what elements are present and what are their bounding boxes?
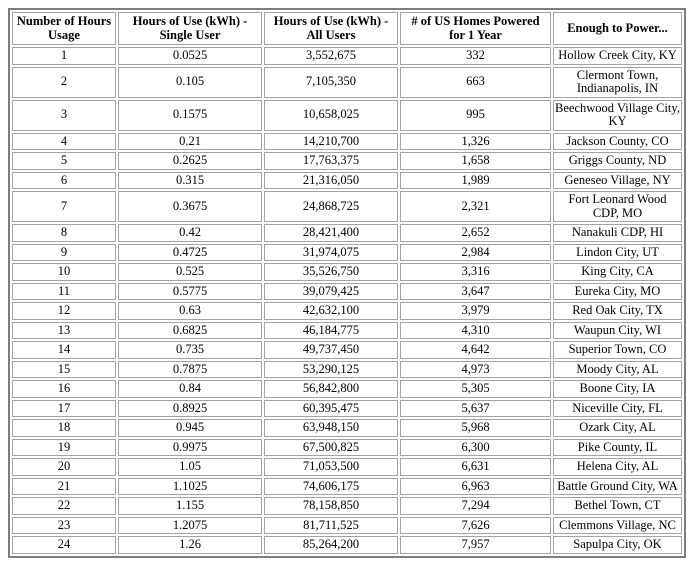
table-cell: 0.42 <box>118 224 262 242</box>
col-header-enough-to-power: Enough to Power... <box>553 12 682 45</box>
table-cell: Jackson County, CO <box>553 133 682 151</box>
energy-usage-table <box>8 8 686 558</box>
table-row <box>12 341 682 359</box>
table-header <box>12 12 682 45</box>
table-cell: 0.21 <box>118 133 262 151</box>
table-cell: 10,658,025 <box>264 100 398 131</box>
table-cell: 0.315 <box>118 172 262 190</box>
table-cell: 23 <box>12 517 116 535</box>
table-cell: 56,842,800 <box>264 380 398 398</box>
table-cell: 5 <box>12 152 116 170</box>
table-cell: 1,989 <box>400 172 551 190</box>
table-cell: 24 <box>12 536 116 554</box>
table-cell: 0.63 <box>118 302 262 320</box>
table-cell: 0.525 <box>118 263 262 281</box>
col-header-us-homes-powered: # of US Homes Powered for 1 Year <box>400 12 551 45</box>
table-cell: 0.1575 <box>118 100 262 131</box>
table-cell: 7,957 <box>400 536 551 554</box>
table-cell: 78,158,850 <box>264 497 398 515</box>
table-row <box>12 244 682 262</box>
table-row <box>12 224 682 242</box>
table-cell: 0.7875 <box>118 361 262 379</box>
table-cell: Red Oak City, TX <box>553 302 682 320</box>
table-cell: 12 <box>12 302 116 320</box>
table-cell: 17 <box>12 400 116 418</box>
table-cell: 6 <box>12 172 116 190</box>
table-cell: 1 <box>12 47 116 65</box>
table-cell: Nanakuli CDP, HI <box>553 224 682 242</box>
table-cell: 0.4725 <box>118 244 262 262</box>
table-row <box>12 517 682 535</box>
table-cell: 24,868,725 <box>264 191 398 222</box>
table-row <box>12 302 682 320</box>
table-body <box>12 47 682 554</box>
table-cell: 4,642 <box>400 341 551 359</box>
table-cell: 18 <box>12 419 116 437</box>
table-cell: 7,626 <box>400 517 551 535</box>
table-cell: 5,968 <box>400 419 551 437</box>
table-cell: King City, CA <box>553 263 682 281</box>
table-cell: 0.5775 <box>118 283 262 301</box>
table-cell: 9 <box>12 244 116 262</box>
table-cell: 42,632,100 <box>264 302 398 320</box>
table-cell: 1.05 <box>118 458 262 476</box>
table-row <box>12 400 682 418</box>
table-cell: Bethel Town, CT <box>553 497 682 515</box>
table-cell: 67,500,825 <box>264 439 398 457</box>
table-cell: 0.735 <box>118 341 262 359</box>
table-cell: 85,264,200 <box>264 536 398 554</box>
table-row <box>12 67 682 98</box>
table-cell: 53,290,125 <box>264 361 398 379</box>
table-cell: 0.3675 <box>118 191 262 222</box>
table-cell: 7,294 <box>400 497 551 515</box>
table-cell: 3,979 <box>400 302 551 320</box>
table-row <box>12 536 682 554</box>
table-header-row <box>12 12 682 45</box>
table-cell: 28,421,400 <box>264 224 398 242</box>
table-cell: 6,631 <box>400 458 551 476</box>
table-row <box>12 361 682 379</box>
table-cell: 2,984 <box>400 244 551 262</box>
table-cell: 3,552,675 <box>264 47 398 65</box>
table-row <box>12 133 682 151</box>
table-cell: 11 <box>12 283 116 301</box>
table-cell: 63,948,150 <box>264 419 398 437</box>
table-cell: 35,526,750 <box>264 263 398 281</box>
table-cell: 5,637 <box>400 400 551 418</box>
col-header-number-of-hours-usage: Number of Hours Usage <box>12 12 116 45</box>
table-row <box>12 283 682 301</box>
table-row <box>12 100 682 131</box>
table-cell: Sapulpa City, OK <box>553 536 682 554</box>
table-cell: 1,326 <box>400 133 551 151</box>
table-cell: 332 <box>400 47 551 65</box>
table-cell: Hollow Creek City, KY <box>553 47 682 65</box>
table-cell: Ozark City, AL <box>553 419 682 437</box>
table-row <box>12 322 682 340</box>
table-cell: 7 <box>12 191 116 222</box>
table-cell: 0.8925 <box>118 400 262 418</box>
table-cell: 1.155 <box>118 497 262 515</box>
table-row <box>12 47 682 65</box>
table-cell: 74,606,175 <box>264 478 398 496</box>
table-cell: 31,974,075 <box>264 244 398 262</box>
table-cell: 21 <box>12 478 116 496</box>
table-cell: 1.2075 <box>118 517 262 535</box>
table-cell: Geneseo Village, NY <box>553 172 682 190</box>
table-cell: 6,300 <box>400 439 551 457</box>
table-cell: 0.105 <box>118 67 262 98</box>
table-row <box>12 191 682 222</box>
table-row <box>12 263 682 281</box>
table-cell: 6,963 <box>400 478 551 496</box>
table-cell: 71,053,500 <box>264 458 398 476</box>
col-header-hours-of-use-all-users: Hours of Use (kWh) - All Users <box>264 12 398 45</box>
table-cell: Griggs County, ND <box>553 152 682 170</box>
table-cell: 995 <box>400 100 551 131</box>
table-cell: 46,184,775 <box>264 322 398 340</box>
table-cell: Battle Ground City, WA <box>553 478 682 496</box>
table-cell: 15 <box>12 361 116 379</box>
table-row <box>12 380 682 398</box>
table-cell: 7,105,350 <box>264 67 398 98</box>
table-cell: 14,210,700 <box>264 133 398 151</box>
table-cell: 0.6825 <box>118 322 262 340</box>
table-cell: 16 <box>12 380 116 398</box>
table-cell: Pike County, IL <box>553 439 682 457</box>
table-cell: 8 <box>12 224 116 242</box>
table-cell: 2 <box>12 67 116 98</box>
table-cell: 10 <box>12 263 116 281</box>
table-cell: Eureka City, MO <box>553 283 682 301</box>
table-cell: Fort Leonard Wood CDP, MO <box>553 191 682 222</box>
table-cell: Boone City, IA <box>553 380 682 398</box>
table-cell: 2,652 <box>400 224 551 242</box>
table-row <box>12 458 682 476</box>
table-row <box>12 439 682 457</box>
table-cell: 0.9975 <box>118 439 262 457</box>
table-cell: 4,973 <box>400 361 551 379</box>
table-cell: 5,305 <box>400 380 551 398</box>
table-cell: Superior Town, CO <box>553 341 682 359</box>
table-cell: 14 <box>12 341 116 359</box>
table-cell: Clemmons Village, NC <box>553 517 682 535</box>
table-cell: 4 <box>12 133 116 151</box>
table-cell: Helena City, AL <box>553 458 682 476</box>
table-cell: 0.945 <box>118 419 262 437</box>
table-cell: 3,647 <box>400 283 551 301</box>
col-header-hours-of-use-single-user: Hours of Use (kWh) - Single User <box>118 12 262 45</box>
table-cell: 663 <box>400 67 551 98</box>
table-cell: 49,737,450 <box>264 341 398 359</box>
table-row <box>12 172 682 190</box>
table-cell: 81,711,525 <box>264 517 398 535</box>
table-cell: 39,079,425 <box>264 283 398 301</box>
table-cell: Niceville City, FL <box>553 400 682 418</box>
table-cell: Clermont Town, Indianapolis, IN <box>553 67 682 98</box>
table-cell: 0.2625 <box>118 152 262 170</box>
table-cell: 22 <box>12 497 116 515</box>
table-cell: 3,316 <box>400 263 551 281</box>
table-cell: 3 <box>12 100 116 131</box>
table-cell: Lindon City, UT <box>553 244 682 262</box>
table-cell: 17,763,375 <box>264 152 398 170</box>
table-cell: 4,310 <box>400 322 551 340</box>
table-cell: 1.26 <box>118 536 262 554</box>
table-cell: 21,316,050 <box>264 172 398 190</box>
table-cell: 20 <box>12 458 116 476</box>
table-cell: 13 <box>12 322 116 340</box>
table-row <box>12 152 682 170</box>
table-cell: 1.1025 <box>118 478 262 496</box>
table-cell: 2,321 <box>400 191 551 222</box>
table-row <box>12 478 682 496</box>
table-cell: 19 <box>12 439 116 457</box>
table-cell: Moody City, AL <box>553 361 682 379</box>
table-cell: Beechwood Village City, KY <box>553 100 682 131</box>
table-cell: 60,395,475 <box>264 400 398 418</box>
table-cell: 1,658 <box>400 152 551 170</box>
table-row <box>12 419 682 437</box>
table-cell: Waupun City, WI <box>553 322 682 340</box>
table-cell: 0.84 <box>118 380 262 398</box>
table-cell: 0.0525 <box>118 47 262 65</box>
